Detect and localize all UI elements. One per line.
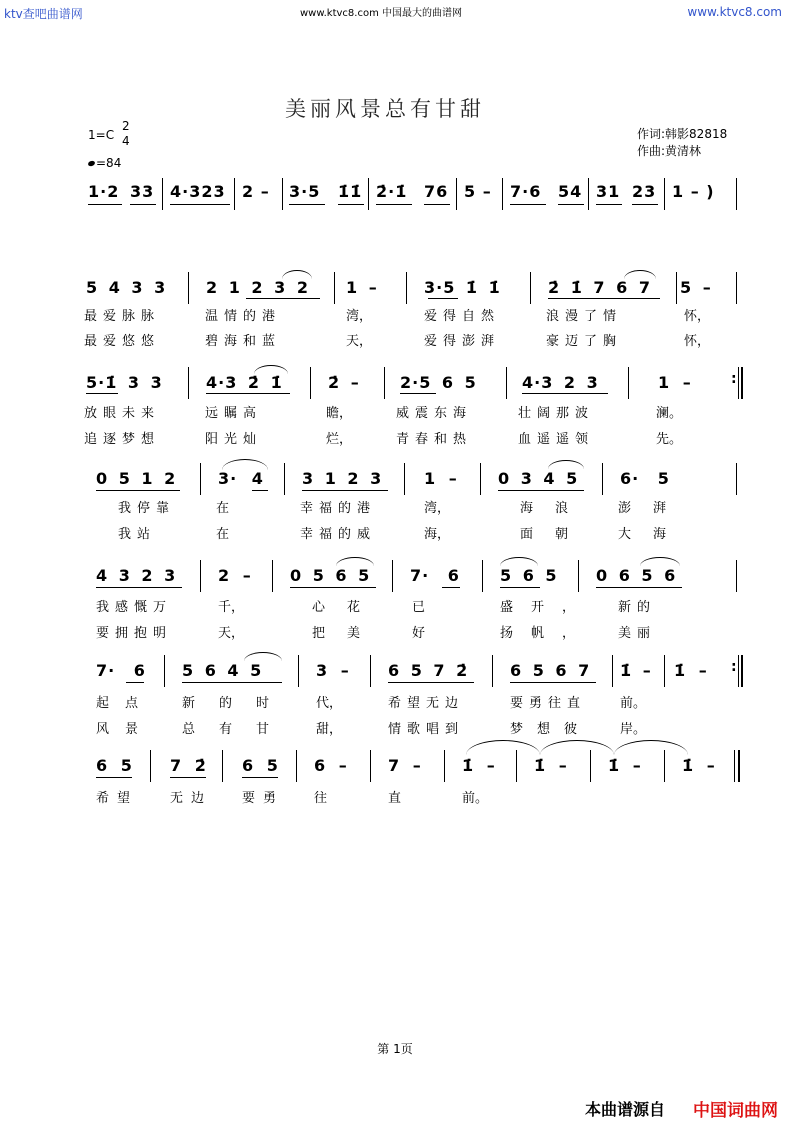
measure-note: 2̇ – (328, 373, 360, 392)
repeat-dots: : (731, 371, 738, 387)
lyric: 新的时 (182, 696, 294, 711)
measure-note: 5·1̇ 3 3 (86, 373, 163, 392)
repeat-bar-line (741, 367, 743, 399)
measure-note: 5 – (680, 278, 712, 297)
bar-line (200, 560, 201, 592)
lyric: 威震东海 (396, 406, 473, 421)
lyric: 情歌唱到 (388, 722, 465, 737)
key-signature: 1=C (88, 128, 115, 142)
bar-line (164, 655, 165, 687)
lyric: 往 (314, 791, 328, 806)
bar-line (736, 178, 737, 210)
measure-note: 3·5 (289, 182, 321, 201)
bar-line (234, 178, 235, 210)
beam-underline (522, 393, 608, 394)
measure-note: 3· 4 (218, 469, 264, 488)
beam-underline (290, 587, 376, 588)
beam-underline (242, 777, 278, 778)
beam-underline (170, 777, 206, 778)
beam-underline (442, 587, 460, 588)
lyric: 希望无边 (388, 696, 465, 711)
bar-line (162, 178, 163, 210)
lyric: 直 (388, 791, 402, 806)
bar-line (296, 750, 297, 782)
lyric: 湾， (424, 501, 451, 516)
lyric: 前。 (620, 696, 647, 711)
measure-note: 33 (130, 182, 155, 201)
beam-underline (289, 204, 325, 205)
beam-underline (130, 204, 156, 205)
tie (466, 740, 540, 755)
bar-line (738, 367, 739, 399)
measure-note: 0 6 5 6 (596, 566, 677, 585)
lyric: 血遥遥领 (518, 432, 595, 447)
measure-note: 7·6 (510, 182, 542, 201)
lyric: 岸。 (620, 722, 647, 737)
measure-note: 2 1 2 3 2 (206, 278, 309, 297)
page-number: 第 1页 (377, 1042, 413, 1056)
lyric: 最爱脉脉 (84, 309, 161, 324)
measure-note: 6· 5 (620, 469, 670, 488)
measure-note: 1̇ – (608, 756, 642, 775)
measure-note: 5 4 3 3 (86, 278, 167, 297)
measure-note: 1̇ – (682, 756, 716, 775)
measure-note: 1·2 (88, 182, 120, 201)
final-bar-line (738, 750, 740, 782)
measure-note: 4·323 (170, 182, 226, 201)
lyric: 爱得自然 (424, 309, 501, 324)
beam-underline (388, 682, 474, 683)
site-url-center[interactable]: www.ktvc8.com 中国最大的曲谱网 (300, 8, 463, 19)
time-signature (122, 119, 130, 149)
beam-underline (302, 490, 388, 491)
lyric: 烂， (326, 432, 353, 447)
measure-note: 1̇1̇ (338, 182, 363, 201)
measure-note: 5 6 4 5 (182, 661, 263, 680)
bar-line (272, 560, 273, 592)
bar-line (188, 367, 189, 399)
bar-line (222, 750, 223, 782)
beam-underline (498, 490, 584, 491)
measure-note: 1̇ – (620, 661, 652, 680)
measure-note: 76 (424, 182, 449, 201)
measure-note: 1 – (346, 278, 378, 297)
measure-note: 31 (596, 182, 621, 201)
measure-note: 3 – (316, 661, 350, 680)
measure-note: 6 – (314, 756, 348, 775)
bar-line (664, 178, 665, 210)
lyric: 希望 (96, 791, 139, 806)
measure-note: 7 2̇ (170, 756, 207, 775)
bar-line (530, 272, 531, 304)
lyric: 爱得澎湃 (424, 334, 501, 349)
bar-line (664, 655, 665, 687)
lyric: 澎湃 (618, 501, 689, 516)
lyric: 新的 (618, 600, 657, 615)
source-site-link[interactable]: 中国词曲网 (693, 1101, 778, 1121)
beam-underline (96, 587, 182, 588)
measure-note: 54 (558, 182, 583, 201)
tie (614, 740, 688, 755)
lyric: 追逐梦想 (84, 432, 161, 447)
lyric: 风景 (96, 722, 155, 737)
bar-line (578, 560, 579, 592)
measure-note: 6 5 (242, 756, 279, 775)
bar-line (738, 655, 739, 687)
lyric: 怀， (684, 334, 711, 349)
bar-line (200, 463, 201, 495)
bar-line (736, 463, 737, 495)
lyric: 好 (412, 626, 426, 641)
measure-note: 2̇ 1̇ 7 6 7 (548, 278, 651, 297)
bar-line (370, 750, 371, 782)
beam-underline (170, 204, 230, 205)
lyric: 壮阔那波 (518, 406, 595, 421)
measure-note: 2 – (218, 566, 252, 585)
measure-note: 1̇ – (534, 756, 568, 775)
site-logo-left[interactable]: ktv查吧曲谱网 (4, 7, 83, 21)
measure-note: 4·3 2̇ 1̇ (206, 373, 283, 392)
bar-line (676, 272, 677, 304)
measure-note: 7 – (388, 756, 422, 775)
lyric: 在 (216, 527, 230, 542)
measure-note: 1̇ – (674, 661, 708, 680)
bar-line (370, 655, 371, 687)
bar-line (602, 463, 603, 495)
bar-line (384, 367, 385, 399)
measure-note: 2̇·1̇ (376, 182, 408, 201)
lyric: 海浪 (520, 501, 591, 516)
slur (282, 270, 312, 279)
lyric: 盛开， (500, 600, 594, 615)
beam-underline (376, 204, 412, 205)
lyric: 幸福的港 (300, 501, 377, 516)
measure-note: 0 5 1 2 (96, 469, 177, 488)
beam-underline (510, 204, 546, 205)
repeat-dots: : (731, 659, 738, 675)
measure-note: 4·3 2 3 (522, 373, 599, 392)
measure-note: 23 (632, 182, 657, 201)
lyric: 阳光灿 (205, 432, 263, 447)
bar-line (480, 463, 481, 495)
beam-underline (510, 682, 596, 683)
lyric: 温情的港 (205, 309, 282, 324)
measure-note: 7· 6 (96, 661, 146, 680)
slur (624, 270, 656, 279)
lyric: 梦想彼 (510, 722, 592, 737)
bar-line (482, 560, 483, 592)
lyric: 面朝 (520, 527, 591, 542)
beam-underline (88, 204, 122, 205)
slur (336, 557, 374, 566)
bar-line (502, 178, 503, 210)
measure-note: 0 5 6 5 (290, 566, 371, 585)
beam-underline (96, 777, 132, 778)
lyric: 先。 (656, 432, 683, 447)
quarter-note-icon (87, 160, 95, 167)
measure-note: 6 5 7 2̇ (388, 661, 469, 680)
measure-note: 1 – ) (672, 182, 715, 201)
beam-underline (596, 204, 622, 205)
slur (254, 365, 288, 374)
lyric: 代， (316, 696, 343, 711)
beam-underline (428, 298, 458, 299)
measure-note: 7· 6 (410, 566, 460, 585)
lyric: 天， (218, 626, 245, 641)
bar-line (282, 178, 283, 210)
slur (500, 557, 538, 566)
beam-underline (246, 298, 320, 299)
lyric: 青春和热 (396, 432, 473, 447)
lyric: 最爱悠悠 (84, 334, 161, 349)
bar-line (734, 750, 735, 782)
credits (637, 126, 727, 160)
bar-line (404, 463, 405, 495)
bar-line (298, 655, 299, 687)
lyric: 在 (216, 501, 230, 516)
beam-underline (500, 587, 540, 588)
lyric: 已 (412, 600, 426, 615)
song-title: 美丽风景总有甘甜 (285, 97, 485, 121)
lyric: 我感慨万 (96, 600, 173, 615)
beam-underline (126, 682, 144, 683)
tempo-value: =84 (96, 156, 122, 170)
measure-note: 6 5 6 7 (510, 661, 591, 680)
beam-underline (96, 490, 180, 491)
bar-line (612, 655, 613, 687)
lyric: 要勇 (242, 791, 285, 806)
measure-note: 2·5 6 5 (400, 373, 477, 392)
time-signature-bottom: 4 (122, 134, 130, 148)
lyric: 要拥抱明 (96, 626, 173, 641)
lyric: 扬帆， (500, 626, 594, 641)
measure-note: 1̇ – (462, 756, 496, 775)
lyric: 天， (346, 334, 373, 349)
bar-line (444, 750, 445, 782)
lyric: 浪漫了情 (546, 309, 623, 324)
measure-note: 1 – (658, 373, 692, 392)
lyric: 大海 (618, 527, 689, 542)
lyric: 千， (218, 600, 245, 615)
time-signature-top: 2 (122, 119, 130, 133)
beam-underline (596, 587, 682, 588)
beam-underline (86, 393, 118, 394)
lyric: 我站 (118, 527, 157, 542)
tie (540, 740, 614, 755)
beam-underline (206, 393, 290, 394)
bar-line (188, 272, 189, 304)
bar-line (310, 367, 311, 399)
bar-line (736, 560, 737, 592)
beam-underline (558, 204, 584, 205)
lyric: 澜。 (656, 406, 683, 421)
lyric: 怀， (684, 309, 711, 324)
tempo-marking (88, 156, 121, 170)
bar-line (392, 560, 393, 592)
beam-underline (548, 298, 660, 299)
bar-line (150, 750, 151, 782)
lyric: 海， (424, 527, 451, 542)
bar-line (628, 367, 629, 399)
lyric: 豪迈了胸 (546, 334, 623, 349)
lyric: 碧海和蓝 (205, 334, 282, 349)
lyricist: 作词:韩影82818 (637, 127, 728, 141)
measure-note: 2 – (242, 182, 270, 201)
bar-line (334, 272, 335, 304)
lyric: 把美 (312, 626, 383, 641)
lyric: 瞻， (326, 406, 353, 421)
lyric: 放眼未来 (84, 406, 161, 421)
beam-underline (338, 204, 364, 205)
slur (548, 460, 584, 469)
lyric: 前。 (462, 791, 489, 806)
source-label: 本曲谱源自 (585, 1100, 666, 1119)
lyric: 湾， (346, 309, 373, 324)
measure-note: 5 6 5 (500, 566, 558, 585)
beam-underline (182, 682, 282, 683)
bar-line (406, 272, 407, 304)
measure-note: 5 – (464, 182, 492, 201)
lyric: 甜， (316, 722, 343, 737)
slur (640, 557, 680, 566)
lyric: 要勇往直 (510, 696, 587, 711)
composer: 作曲:黄清林 (637, 144, 702, 158)
bar-line (588, 178, 589, 210)
measure-note: 6 5 (96, 756, 133, 775)
bar-line (456, 178, 457, 210)
site-url-right[interactable]: www.ktvc8.com (687, 5, 782, 19)
measure-note: 3 1 2 3 (302, 469, 383, 488)
measure-note: 3·5 1̇ 1̇ (424, 278, 501, 297)
bar-line (736, 272, 737, 304)
repeat-bar-line (741, 655, 743, 687)
beam-underline (252, 490, 268, 491)
slur (244, 652, 282, 661)
lyric: 美丽 (618, 626, 657, 641)
bar-line (492, 655, 493, 687)
beam-underline (400, 393, 436, 394)
measure-note: 0 3 4 5 (498, 469, 579, 488)
lyric: 幸福的威 (300, 527, 377, 542)
bar-line (368, 178, 369, 210)
slur (222, 459, 268, 470)
bar-line (284, 463, 285, 495)
lyric: 远瞩高 (205, 406, 263, 421)
lyric: 无边 (170, 791, 213, 806)
beam-underline (632, 204, 658, 205)
measure-note: 1 – (424, 469, 458, 488)
lyric: 心花 (312, 600, 383, 615)
lyric: 起点 (96, 696, 155, 711)
bar-line (506, 367, 507, 399)
lyric: 我停靠 (118, 501, 176, 516)
measure-note: 4 3 2 3 (96, 566, 177, 585)
lyric: 总有甘 (182, 722, 294, 737)
beam-underline (424, 204, 450, 205)
